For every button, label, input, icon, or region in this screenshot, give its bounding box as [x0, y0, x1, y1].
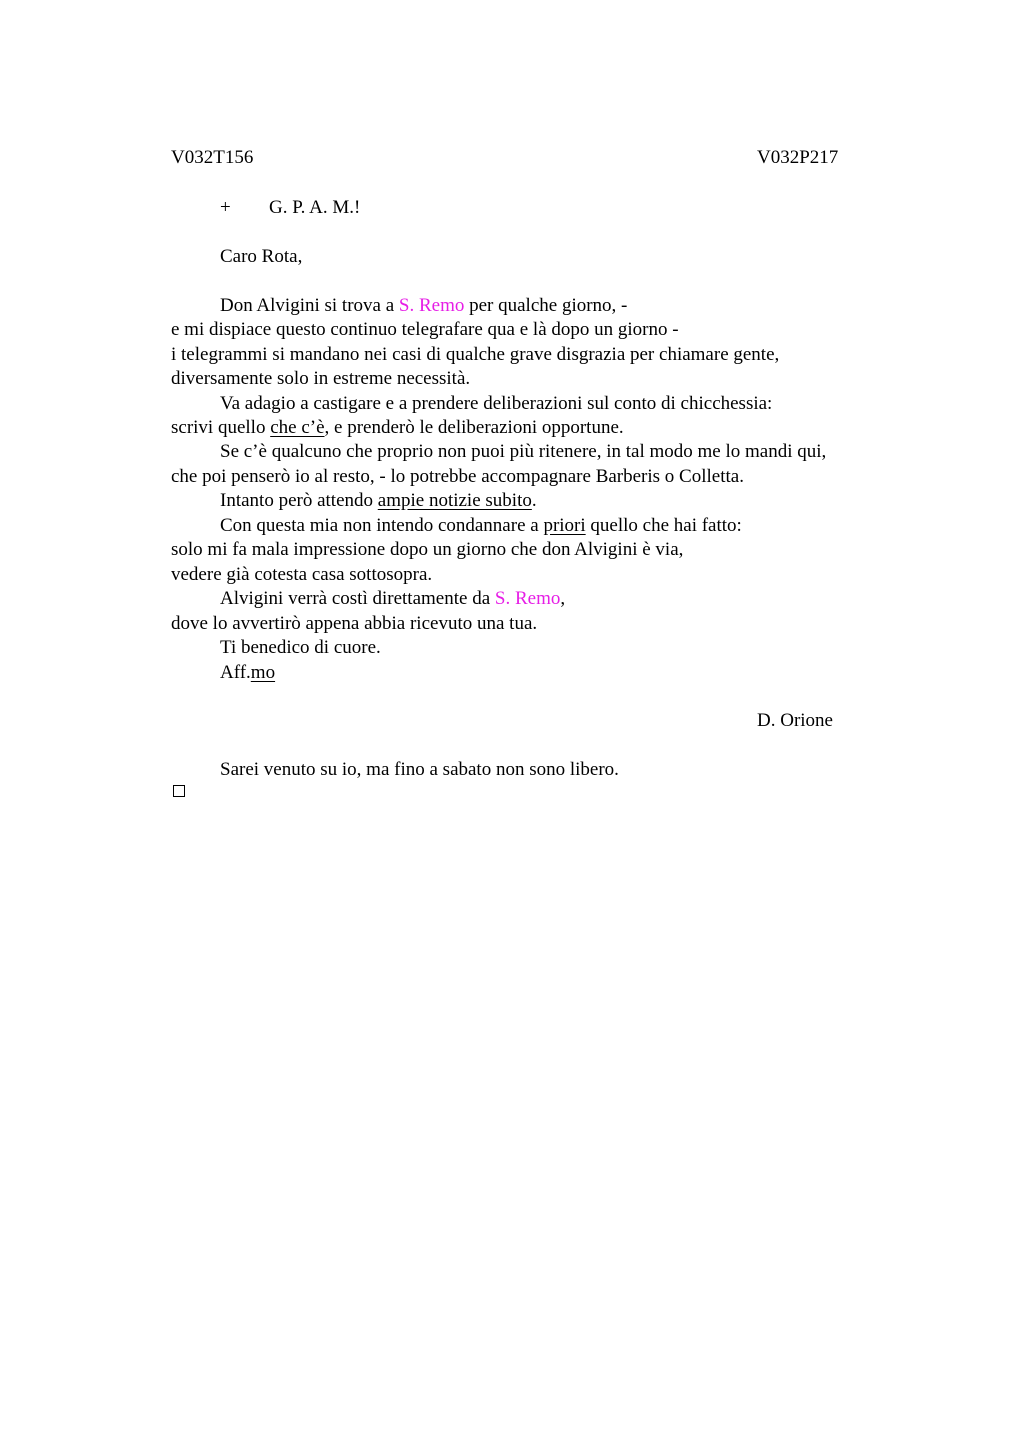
text-segment: Alvigini verrà costì direttamente da — [220, 588, 495, 609]
text-segment: , — [560, 588, 566, 609]
body-line: dove lo avvertirò appena abbia ricevuto una tua. — [171, 613, 538, 634]
text-segment: Don Alvigini si trova a — [220, 295, 399, 316]
closing-blessing: Ti benedico di cuore. — [220, 637, 381, 658]
document-code-left: V032T156 — [171, 147, 254, 168]
body-line: vedere già cotesta casa sottosopra. — [171, 564, 433, 585]
postscript: Sarei venuto su io, ma fino a sabato non sono libero. — [220, 759, 619, 780]
body-line — [220, 489, 537, 513]
closing-affectionate — [220, 661, 275, 685]
text-segment: per qualche giorno, - — [464, 295, 628, 316]
body-line: che poi penserò io al resto, - lo potrebbe accompagnare Barberis o Colletta. — [171, 466, 744, 487]
end-marker-square — [173, 785, 185, 797]
body-line: e mi dispiace questo continuo telegrafare qua e là dopo un giorno - — [171, 319, 679, 340]
place-name-highlight: S. Remo — [494, 588, 561, 609]
text-segment: Con questa mia non intendo condannare a — [220, 515, 544, 536]
text-segment: Aff. — [220, 662, 251, 683]
body-line — [220, 587, 565, 611]
body-line — [220, 294, 627, 318]
body-line — [171, 416, 624, 440]
underlined-text: ampie notizie subito — [377, 490, 532, 511]
body-line: i telegrammi si mandano nei casi di qualche grave disgrazia per chiamare gente, — [171, 344, 780, 365]
salutation: Caro Rota, — [220, 246, 303, 267]
body-line — [220, 514, 742, 538]
signature: D. Orione — [757, 710, 833, 731]
underlined-text: mo — [250, 662, 276, 683]
body-line: Se c’è qualcuno che proprio non puoi più ritenere, in tal modo me lo mandi qui, — [220, 441, 827, 462]
text-segment: . — [531, 490, 537, 511]
document-code-right: V032P217 — [757, 147, 839, 168]
place-name-highlight: S. Remo — [398, 295, 465, 316]
text-segment: Intanto però attendo — [220, 490, 378, 511]
text-segment: , e prenderò le deliberazioni opportune. — [324, 417, 624, 438]
underlined-text: che c’è — [270, 417, 325, 438]
text-segment: quello che hai fatto: — [585, 515, 742, 536]
invocation-text: G. P. A. M.! — [269, 197, 361, 218]
cross-symbol: + — [220, 197, 231, 218]
body-line: solo mi fa mala impressione dopo un giorno che don Alvigini è via, — [171, 539, 684, 560]
text-segment: scrivi quello — [171, 417, 271, 438]
underlined-text: priori — [543, 515, 586, 536]
body-line: Va adagio a castigare e a prendere deliberazioni sul conto di chicchessia: — [220, 393, 773, 414]
body-line: diversamente solo in estreme necessità. — [171, 368, 471, 389]
